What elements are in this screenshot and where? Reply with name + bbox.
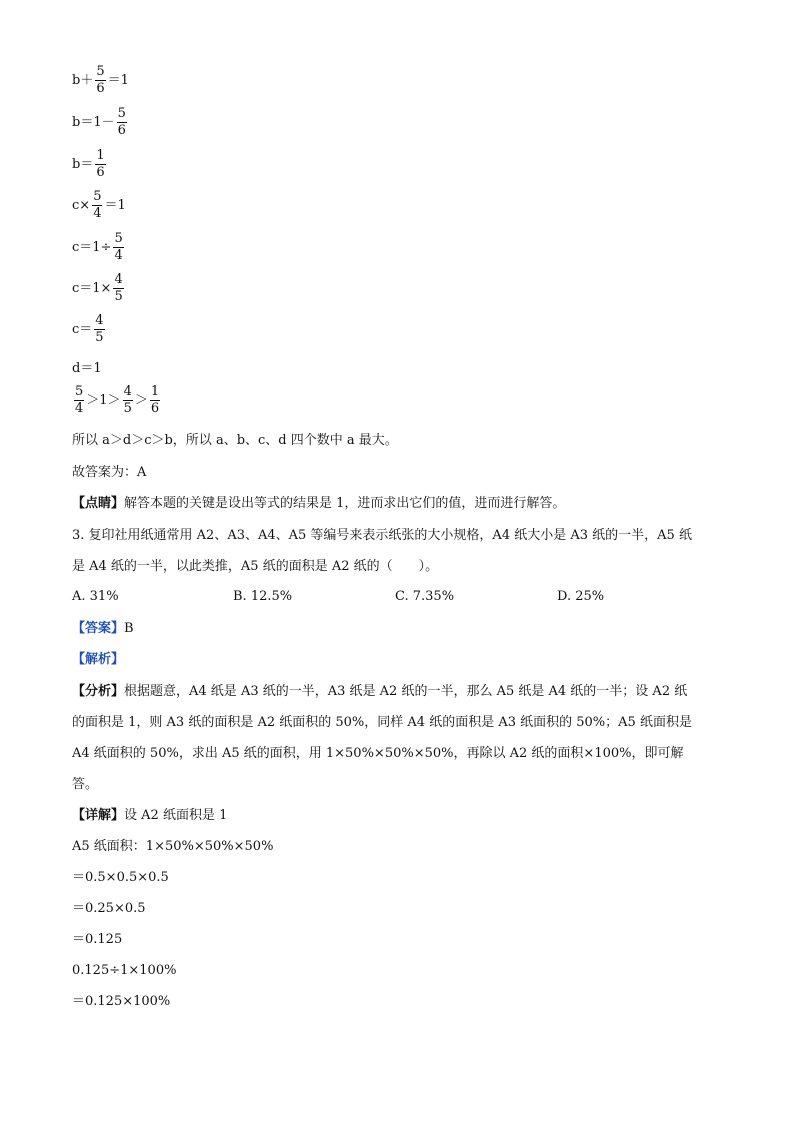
fraction	[150, 384, 160, 417]
eq-text: ＝1	[104, 197, 126, 213]
fraction-denominator: 5	[114, 289, 123, 304]
answer-paragraph	[72, 620, 134, 638]
fraction-denominator: 6	[96, 165, 105, 180]
equation-c-1	[72, 189, 126, 222]
option-d: D. 25%	[557, 589, 605, 604]
comparison-line	[72, 384, 162, 417]
equation-d: d＝1	[72, 361, 102, 376]
fraction-denominator: 6	[96, 81, 105, 96]
analysis-line-4: 答。	[72, 777, 99, 792]
eq-text: b＝	[72, 156, 94, 172]
eq-text: ＞	[134, 392, 148, 408]
analysis-line-1	[72, 683, 687, 701]
question-line-1: 3. 复印社用纸通常用 A2、A3、A4、A5 等编号来表示纸张的大小规格，A4 纸大小是 A3 纸的一半，A5 纸	[72, 528, 692, 543]
fraction-denominator: 4	[114, 248, 123, 263]
option-a: A. 31%	[72, 589, 119, 604]
fraction-numerator: 5	[114, 231, 123, 246]
analysis-text: 根据题意，A4 纸是 A3 纸的一半，A3 纸是 A2 纸的一半，那么 A5 纸是 A4 纸的一半；设 A2 纸	[124, 684, 688, 699]
eq-text: c＝1÷	[72, 239, 112, 255]
fraction-numerator: 1	[96, 148, 105, 163]
option-c: C. 7.35%	[395, 589, 455, 604]
detail-text: 设 A2 纸面积是 1	[124, 808, 228, 823]
eq-text: b＋	[72, 72, 94, 88]
detail-line-1	[72, 807, 227, 825]
equation-b-3	[72, 148, 108, 181]
fraction	[113, 231, 123, 264]
detail-tag: 【详解】	[72, 808, 125, 823]
eq-text: c＝1×	[72, 280, 112, 296]
dianjing-text: 解答本题的关键是设出等式的结果是 1，进而求出它们的值，进而进行解答。	[124, 496, 566, 511]
eq-text: c＝	[72, 321, 93, 337]
answer-tag: 【答案】	[72, 621, 125, 636]
equation-b-2	[72, 106, 129, 139]
eq-text: ＝1	[107, 72, 129, 88]
fraction	[95, 148, 105, 181]
fraction	[113, 272, 123, 305]
fraction-numerator: 5	[96, 64, 105, 79]
question-line-2: 是 A4 纸的一半，以此类推，A5 纸的面积是 A2 纸的（ ）。	[72, 559, 439, 574]
fraction-numerator: 5	[117, 106, 126, 121]
fraction	[123, 384, 133, 417]
analysis-line-3: A4 纸面积的 50%，求出 A5 纸的面积，用 1×50%×50%×50%，再除以 A2 纸的面积×100%，即可解	[72, 746, 684, 761]
equation-c-2	[72, 231, 126, 264]
equation-c-3	[72, 272, 126, 305]
jiexi-paragraph	[72, 651, 124, 669]
fraction-denominator: 5	[123, 401, 132, 416]
analysis-tag: 【分析】	[72, 684, 125, 699]
fraction-denominator: 4	[75, 401, 84, 416]
detail-line-2: A5 纸面积：1×50%×50%×50%	[72, 839, 274, 854]
fraction	[74, 384, 84, 417]
fraction-denominator: 5	[95, 330, 104, 345]
detail-line-5: ＝0.125	[72, 932, 123, 947]
conclusion-text: 所以 a＞d＞c＞b，所以 a、b、c、d 四个数中 a 最大。	[72, 433, 398, 448]
dianjing-tag: 【点睛】	[72, 496, 125, 511]
fraction-denominator: 6	[117, 123, 126, 138]
analysis-line-2: 的面积是 1，则 A3 纸的面积是 A2 纸面积的 50%，同样 A4 纸的面积是 A3 纸面积的 50%；A5 纸面积是	[72, 715, 692, 730]
fraction-numerator: 5	[93, 189, 102, 204]
answer-line: 故答案为：A	[72, 465, 147, 480]
fraction	[94, 313, 104, 346]
fraction	[117, 106, 127, 139]
fraction-numerator: 4	[123, 384, 132, 399]
fraction-denominator: 4	[93, 206, 102, 221]
fraction-numerator: 5	[75, 384, 84, 399]
eq-text: ＞1＞	[86, 392, 121, 408]
detail-line-6: 0.125÷1×100%	[72, 963, 177, 978]
eq-text: b＝1－	[72, 114, 115, 130]
fraction	[95, 64, 105, 97]
fraction	[92, 189, 102, 222]
eq-text: c×	[72, 197, 91, 213]
dianjing-paragraph	[72, 495, 565, 513]
fraction-numerator: 4	[114, 272, 123, 287]
answer-value: B	[124, 621, 134, 636]
equation-b-1	[72, 64, 129, 97]
jiexi-tag: 【解析】	[72, 652, 125, 667]
detail-line-3: ＝0.5×0.5×0.5	[72, 870, 169, 885]
fraction-numerator: 4	[95, 313, 104, 328]
fraction-denominator: 6	[150, 401, 160, 416]
option-b: B. 12.5%	[233, 589, 293, 604]
detail-line-4: ＝0.25×0.5	[72, 901, 146, 916]
fraction-numerator: 1	[150, 384, 160, 399]
detail-line-7: ＝0.125×100%	[72, 994, 171, 1009]
equation-c-4	[72, 313, 107, 346]
